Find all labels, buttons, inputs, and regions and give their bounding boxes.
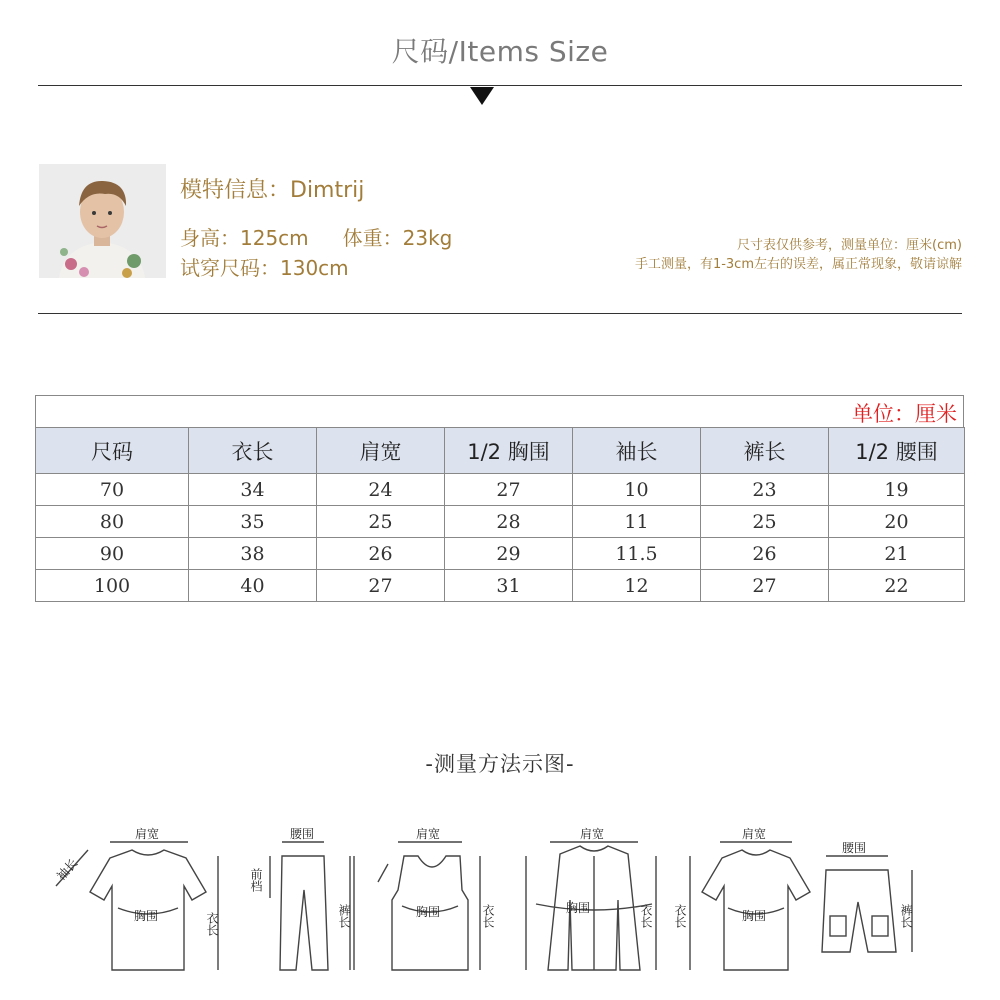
table-cell: 10: [573, 474, 701, 506]
table-row: [36, 506, 965, 538]
model-height-weight: [180, 222, 452, 251]
table-cell: 29: [445, 538, 573, 570]
label-chest-tank: 胸围: [416, 905, 441, 919]
label-chest-jacket: 胸围: [566, 901, 591, 915]
table-cell: 26: [701, 538, 829, 570]
table-row: [36, 570, 965, 602]
header-cell: 衣长: [189, 428, 317, 474]
table-row: [36, 538, 965, 570]
table-header-row: [36, 428, 965, 474]
table-cell: 27: [701, 570, 829, 602]
header-cell: 尺码: [36, 428, 189, 474]
table-cell: 19: [829, 474, 965, 506]
label-length-shorts: 裤长: [899, 904, 913, 928]
header-cell: 裤长: [701, 428, 829, 474]
table-cell: 40: [189, 570, 317, 602]
table-cell: 80: [36, 506, 189, 538]
header-cell: 袖长: [573, 428, 701, 474]
table-cell: 35: [189, 506, 317, 538]
table-cell: 90: [36, 538, 189, 570]
model-weight: 体重：23kg: [342, 226, 453, 250]
table-cell: 25: [701, 506, 829, 538]
unit-row: [35, 395, 964, 428]
label-pants-length: 裤长: [337, 904, 351, 928]
table-cell: 24: [317, 474, 445, 506]
unit-label: 单位：厘米: [852, 402, 957, 426]
model-photo: [39, 164, 166, 278]
label-shoulder-tshirt2: 肩宽: [742, 827, 767, 841]
table-cell: 34: [189, 474, 317, 506]
label-waist-shorts: 腰围: [842, 841, 867, 855]
table-cell: 20: [829, 506, 965, 538]
header-cell: 1/2 腰围: [829, 428, 965, 474]
table-cell: 100: [36, 570, 189, 602]
header-cell: 肩宽: [317, 428, 445, 474]
label-shoulder-jacket: 肩宽: [580, 827, 605, 841]
label-length-tshirt2: 衣长: [673, 904, 687, 928]
table-cell: 11: [573, 506, 701, 538]
model-height: 身高：125cm: [180, 226, 309, 250]
table-cell: 11.5: [573, 538, 701, 570]
info-divider: [38, 313, 962, 314]
label-sleeve: 袖长: [53, 856, 81, 884]
label-waist: 腰围: [290, 827, 315, 841]
note-reference: 尺寸表仅供参考，测量单位：厘米(cm): [737, 238, 962, 253]
table-cell: 21: [829, 538, 965, 570]
header-cell: 1/2 胸围: [445, 428, 573, 474]
table-cell: 26: [317, 538, 445, 570]
down-triangle-icon: [470, 87, 494, 105]
label-shoulder-tank: 肩宽: [416, 827, 441, 841]
label-rise: 前档: [249, 868, 263, 892]
table-cell: 38: [189, 538, 317, 570]
measurement-diagram: [50, 820, 930, 990]
table-cell: 27: [445, 474, 573, 506]
table-cell: 31: [445, 570, 573, 602]
table-cell: 23: [701, 474, 829, 506]
table-cell: 25: [317, 506, 445, 538]
title-divider: [38, 85, 962, 86]
label-length-tank: 衣长: [481, 904, 495, 928]
table-cell: 70: [36, 474, 189, 506]
table-cell: 27: [317, 570, 445, 602]
note-error: 手工测量，有1-3cm左右的误差，属正常现象，敬请谅解: [634, 257, 962, 272]
method-title: -测量方法示图-: [425, 752, 575, 776]
table-cell: 28: [445, 506, 573, 538]
page-title: 尺码/Items Size: [391, 35, 609, 68]
model-size: 试穿尺码：130cm: [180, 256, 349, 280]
label-length: 衣长: [205, 912, 219, 936]
table-row: [36, 474, 965, 506]
model-name: 模特信息：Dimtrij: [180, 178, 365, 203]
label-chest-tshirt2: 胸围: [742, 909, 767, 923]
label-chest: 胸围: [134, 909, 159, 923]
table-cell: 22: [829, 570, 965, 602]
shorts-outline: [822, 870, 896, 952]
pants-outline: [280, 856, 328, 970]
table-cell: 12: [573, 570, 701, 602]
label-shoulder: 肩宽: [135, 827, 160, 841]
label-length-jacket: 衣长: [639, 904, 653, 928]
size-chart-table: [35, 427, 965, 602]
size-table: [35, 395, 964, 604]
